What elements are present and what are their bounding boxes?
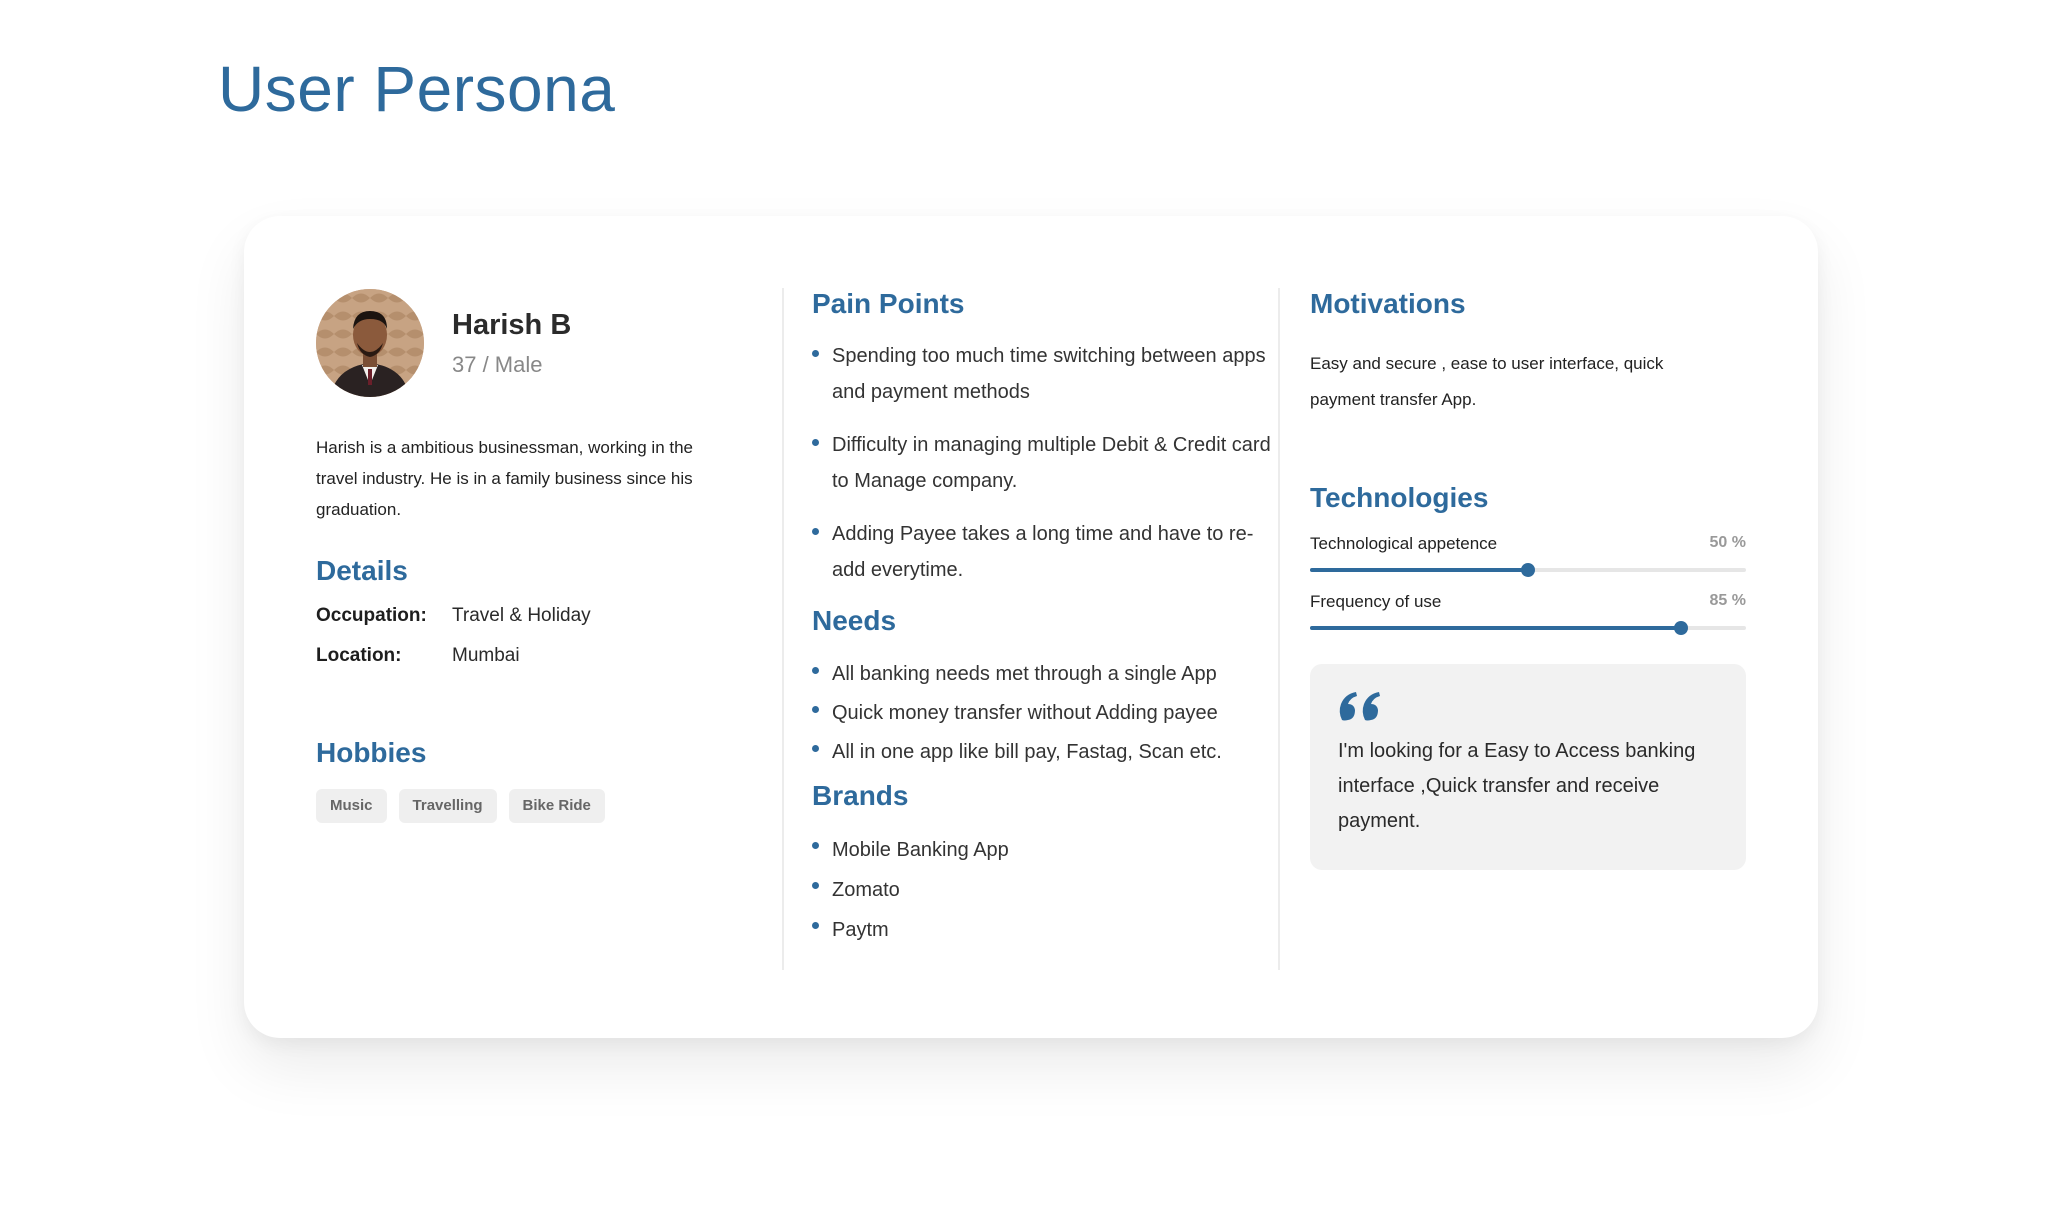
quote-text: I'm looking for a Easy to Access banking interface ,Quick transfer and receive payment. [1338,740,1696,832]
tech-label: Frequency of use [1310,592,1442,611]
tech-slider-fill [1310,568,1528,572]
list-item: Paytm [812,910,1282,950]
detail-row [316,645,736,667]
list-item: All banking needs met through a single App [812,655,1282,694]
persona-bio: Harish is a ambitious businessman, working in the travel industry. He is in a family business since his graduation. [316,438,694,519]
tech-percent: 50 % [1709,534,1746,551]
tech-slider-fill [1310,626,1681,630]
hobbies-section [316,737,736,823]
tech-slider-track [1310,626,1746,630]
detail-value: Mumbai [452,645,520,666]
brands-list [812,830,1282,950]
motivations-title: Motivations [1310,288,1466,319]
detail-value: Travel & Holiday [452,605,591,626]
list-item: Quick money transfer without Adding payee [812,694,1282,733]
tech-row [1310,534,1746,572]
hobby-chip: Bike Ride [509,789,605,823]
motivations-text: Easy and secure , ease to user interface, quick payment transfer App. [1310,354,1664,409]
pain-points-title: Pain Points [812,288,965,319]
column-divider [782,288,784,970]
tech-label: Technological appetence [1310,534,1498,553]
needs-list [812,655,1282,772]
list-item: Mobile Banking App [812,830,1282,870]
details-title: Details [316,555,408,586]
tech-slider-knob [1521,563,1535,577]
detail-row [316,605,736,627]
persona-card [244,216,1818,1038]
quote-icon [1338,690,1382,722]
persona-name: Harish B [452,308,572,341]
tech-row [1310,592,1746,630]
detail-label: Location: [316,645,402,666]
list-item: Zomato [812,870,1282,910]
list-item: Adding Payee takes a long time and have to re-add everytime. [812,516,1282,588]
profile-header [316,288,736,398]
profile-column [316,288,736,823]
hobby-chips [316,789,736,823]
needs-title: Needs [812,605,897,636]
detail-label: Occupation: [316,605,427,626]
pain-points-list [812,338,1282,588]
motivations-column [1310,288,1746,870]
list-item: Difficulty in managing multiple Debit & Credit card to Manage company. [812,427,1282,499]
list-item: All in one app like bill pay, Fastag, Scan etc. [812,733,1282,772]
tech-slider-track [1310,568,1746,572]
page-title: User Persona [218,53,616,125]
brands-title: Brands [812,780,909,811]
tech-slider-knob [1674,621,1688,635]
quote-box [1310,664,1746,870]
list-item: Spending too much time switching between apps and payment methods [812,338,1282,410]
needs-column [812,288,1282,950]
hobby-chip: Music [316,789,387,823]
hobby-chip: Travelling [399,789,497,823]
technologies-title: Technologies [1310,482,1489,513]
persona-age-gender: 37 / Male [452,351,543,377]
details-section [316,555,736,667]
tech-percent: 85 % [1709,592,1746,609]
hobbies-title: Hobbies [316,737,427,768]
avatar [316,289,424,397]
